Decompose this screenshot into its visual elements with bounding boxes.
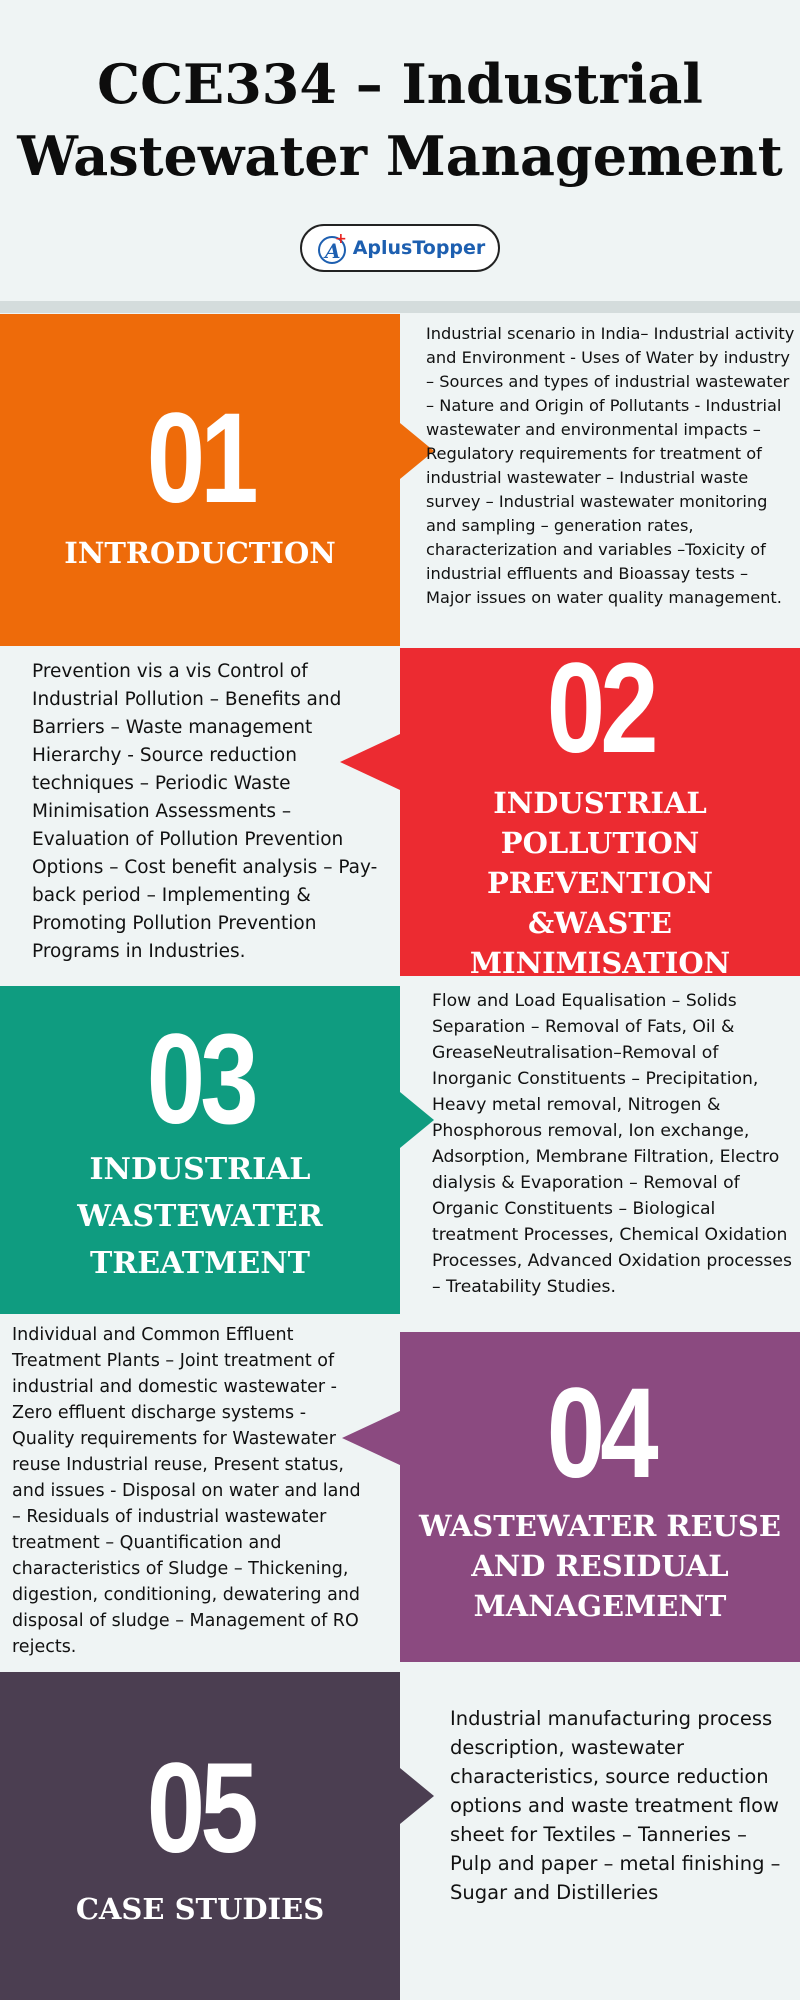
aplustopper-logo[interactable] — [300, 224, 500, 272]
section-02-title: INDUSTRIAL POLLUTION PREVENTION &WASTE MINIMISATION — [469, 786, 731, 980]
section-04-panel — [400, 1332, 800, 1662]
section-01-title: INTRODUCTION — [64, 536, 336, 570]
page-title — [0, 48, 800, 192]
section-03-number: 03 — [146, 1007, 254, 1151]
section-05-title: CASE STUDIES — [75, 1892, 325, 1926]
section-04-description: Individual and Common Effluent Treatment Plants – Joint treatment of industrial and domestic wastewater - Zero effluent discharge systems - Quality requirements for Wastewater reuse Industrial reuse, Present status, and issues - Disposal on water and land – Residuals of industrial wastewater treatment – Quantification and characteristics of Sludge – Thickening, digestion, conditioning, dewatering and disposal of sludge – Management of RO rejects. — [12, 1325, 361, 1657]
section-02-panel — [400, 637, 800, 980]
svg-text:+: + — [334, 231, 347, 247]
aplus-logo-icon — [315, 231, 349, 265]
section-03-panel — [0, 986, 400, 1314]
section-01-panel — [0, 314, 400, 646]
section-05-panel — [0, 1672, 400, 2000]
section-03-pointer — [400, 1092, 434, 1148]
section-05-pointer — [400, 1768, 434, 1824]
header-divider — [0, 301, 800, 313]
section-01-number: 01 — [146, 387, 254, 530]
logo-text-aplus: Aplus — [352, 237, 413, 259]
title-line-1: CCE334 – Industrial — [97, 52, 703, 116]
title-line-2: Wastewater Management — [17, 124, 783, 188]
section-03-description: Flow and Load Equalisation – Solids Separation – Removal of Fats, Oil & GreaseNeutralisation–Removal of Inorganic Constituents – Precipitation, Heavy metal removal, Nitrogen & Phosphorous removal, Ion exchange, Adsorption, Membrane Filtration, Electro dialysis & Evaporation – Removal of Organic Constituents – Biological treatment Processes, Chemical Oxidation Processes, Advanced Oxidation processes – Treatability Studies. — [432, 991, 792, 1297]
header — [0, 0, 800, 300]
section-04-title: WASTEWATER REUSE AND RESIDUAL MANAGEMENT — [419, 1509, 781, 1623]
section-05-description: Industrial manufacturing process description, wastewater characteristics, source reduction options and waste treatment flow sheet for Textiles – Tanneries – Pulp and paper – metal finishing –Sugar and Distilleries — [450, 1707, 781, 1904]
section-04-number: 04 — [546, 1362, 654, 1505]
section-03-title: INDUSTRIAL WASTEWATER TREATMENT — [77, 1151, 323, 1281]
svg-text:A: A — [324, 239, 341, 263]
section-02-description: Prevention vis a vis Control of Industrial Pollution – Benefits and Barriers – Waste management Hierarchy - Source reduction techniques – Periodic Waste Minimisation Assessments – Evaluation of Pollution Prevention Options – Cost benefit analysis – Pay-back period – Implementing & Promoting Pollution Prevention Programs in Industries. — [32, 661, 378, 962]
section-05-number: 05 — [146, 1737, 254, 1880]
logo-text-topper: Topper — [412, 237, 486, 259]
logo-text — [353, 237, 486, 259]
section-01-description: Industrial scenario in India– Industrial activity and Environment - Uses of Water by industry – Sources and types of industrial wastewater – Nature and Origin of Pollutants - Industrial wastewater and environmental impacts – Regulatory requirements for treatment of industrial wastewater – Industrial waste survey – Industrial wastewater monitoring and sampling – generation rates, characterization and variables –Toxicity of industrial effluents and Bioassay tests – Major issues on water quality management. — [426, 324, 795, 607]
section-02-number: 02 — [546, 637, 654, 780]
